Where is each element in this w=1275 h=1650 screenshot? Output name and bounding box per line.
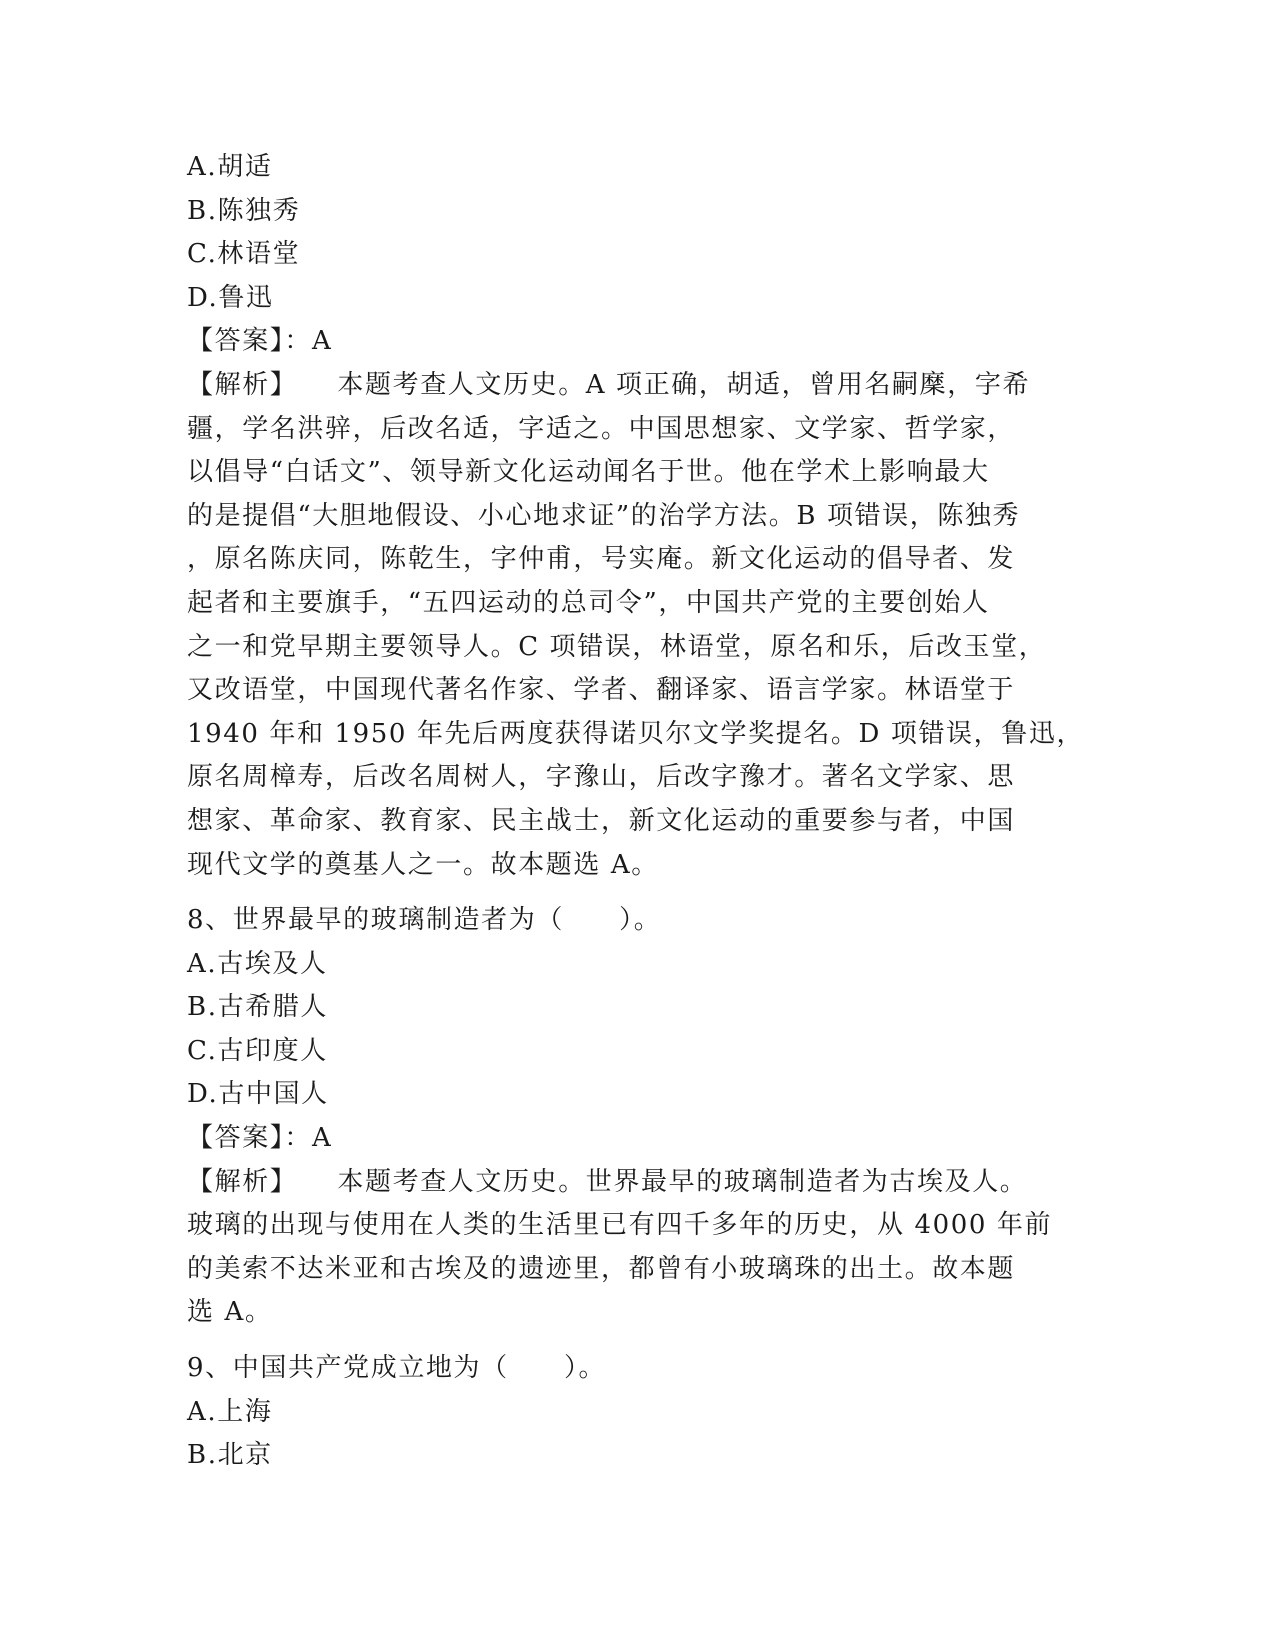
analysis-text: 1940 年和 1950 年先后两度获得诺贝尔文学奖提名。D 项错误，鲁迅， — [187, 718, 1085, 749]
analysis-line — [187, 364, 1087, 408]
analysis-text: 现代文学的奠基人之一。故本题选 A。 — [187, 849, 659, 880]
analysis-text: 本题考查人文历史。世界最早的玻璃制造者为古埃及人。 — [337, 1166, 1028, 1197]
analysis-text: 的美索不达米亚和古埃及的遗迹里，都曾有小玻璃珠的出土。故本题 — [187, 1253, 1016, 1284]
option-a: A.胡适 — [187, 152, 273, 182]
analysis-text: 以倡导“白话文”、领导新文化运动闻名于世。他在学术上影响最大 — [187, 457, 990, 488]
answer-line — [187, 320, 1087, 364]
analysis-text: 疆，学名洪骍，后改名适，字适之。中国思想家、文学家、哲学家， — [187, 413, 1016, 444]
answer-label: 【答案】： — [187, 1123, 313, 1154]
answer-line — [187, 1117, 1087, 1161]
option-b: B.陈独秀 — [187, 195, 301, 226]
question-text: 9、中国共产党成立地为（ ）。 — [187, 1353, 607, 1384]
question-7 — [187, 146, 1087, 887]
analysis-text: 原名周樟寿，后改名周树人，字豫山，后改字豫才。著名文学家、思 — [187, 762, 1016, 793]
analysis-label: 【解析】 — [187, 369, 298, 400]
analysis-line — [187, 1161, 1087, 1205]
analysis-text: 之一和党早期主要领导人。C 项错误，林语堂，原名和乐，后改玉堂， — [187, 631, 1047, 662]
question-9 — [187, 1347, 1087, 1478]
question-8 — [187, 899, 1087, 1335]
option-b: B.古希腊人 — [187, 992, 328, 1023]
option-d: D.鲁迅 — [187, 282, 274, 313]
answer-value: A — [312, 1123, 333, 1154]
analysis-label: 【解析】 — [187, 1166, 298, 1197]
page-content — [187, 146, 1087, 1478]
option-c: C.林语堂 — [187, 239, 301, 270]
option-c: C.古印度人 — [187, 1035, 328, 1066]
option-b: B.北京 — [187, 1440, 273, 1471]
analysis-text: 玻璃的出现与使用在人类的生活里已有四千多年的历史，从 4000 年前 — [187, 1210, 1053, 1241]
analysis-text: 的是提倡“大胆地假设、小心地求证”的治学方法。B 项错误，陈独秀 — [187, 500, 1021, 531]
question-spacer — [187, 887, 1087, 899]
option-a: A.古埃及人 — [187, 948, 328, 979]
analysis-text: 本题考查人文历史。A 项正确，胡适，曾用名嗣穈，字希 — [337, 369, 1031, 400]
answer-value: A — [312, 326, 333, 357]
analysis-text: ，原名陈庆同，陈乾生，字仲甫，号实庵。新文化运动的倡导者、发 — [187, 544, 1016, 575]
analysis-text: 想家、革命家、教育家、民主战士，新文化运动的重要参与者，中国 — [187, 805, 1016, 836]
analysis-text: 起者和主要旗手，“五四运动的总司令”，中国共产党的主要创始人 — [187, 587, 990, 618]
answer-label: 【答案】： — [187, 326, 313, 357]
option-a: A.上海 — [187, 1396, 273, 1427]
analysis-text: 选 A。 — [187, 1297, 273, 1328]
question-spacer — [187, 1335, 1087, 1347]
option-d: D.古中国人 — [187, 1079, 329, 1110]
question-text: 8、世界最早的玻璃制造者为（ ）。 — [187, 905, 662, 936]
analysis-text: 又改语堂，中国现代著名作家、学者、翻译家、语言学家。林语堂于 — [187, 675, 1016, 706]
